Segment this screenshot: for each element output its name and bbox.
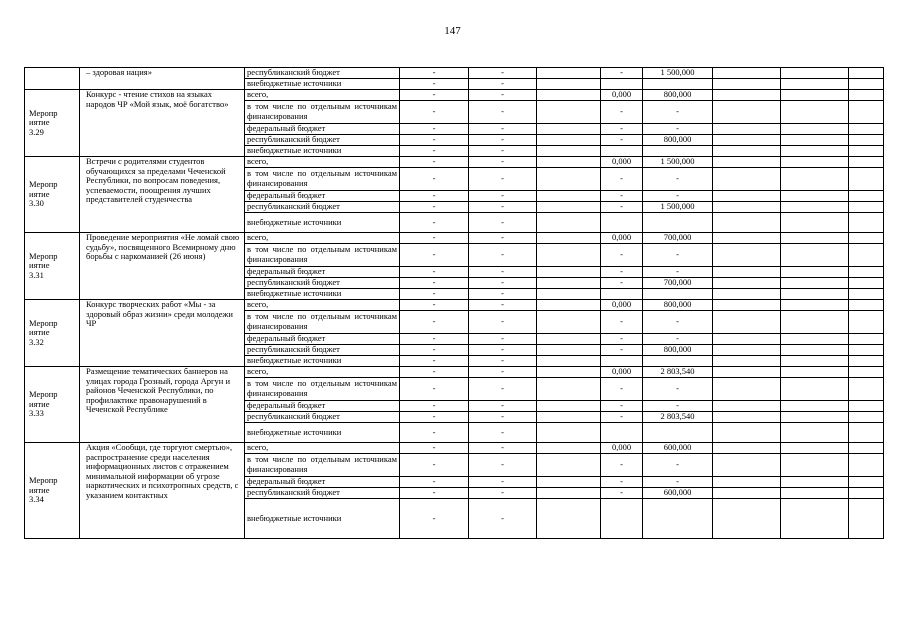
source-label: республиканский бюджет xyxy=(245,278,400,289)
measure-description: – здоровая нация» xyxy=(80,68,245,90)
table-row: в том числе по отдельным источникам финансирования - - - - xyxy=(25,454,884,477)
source-label: республиканский бюджет xyxy=(245,345,400,356)
table-row: федеральный бюджет - - - - xyxy=(25,401,884,412)
measure-description: Конкурс творческих работ «Мы - за здоровый образ жизни» среди молодежи ЧР xyxy=(80,300,245,367)
measure-label: Меропр иятие 3.34 xyxy=(25,443,80,539)
amount: 800,000 xyxy=(643,90,713,101)
source-label: внебюджетные источники xyxy=(245,356,400,367)
measure-description: Размещение тематических баннеров на улицах города Грозный, города Аргун и районов Чеченской Республики, по профилактике правонарушений в Чеченской Республике xyxy=(80,367,245,443)
amount: 0,000 xyxy=(601,233,643,244)
table-row: в том числе по отдельным источникам финансирования - - - - xyxy=(25,311,884,334)
source-label: всего, xyxy=(245,300,400,311)
table-row: в том числе по отдельным источникам финансирования - - - - xyxy=(25,244,884,267)
table-row: внебюджетные источники - - xyxy=(25,146,884,157)
measure-label: Меропр иятие 3.31 xyxy=(25,233,80,300)
measure-description: Акция «Сообщи, где торгуют смертью», распространение среди населения информационных листов с отражением минимальной информации об угрозе наркотических и психотропных средств, с указанием контактных xyxy=(80,443,245,539)
source-label: внебюджетные источники xyxy=(245,289,400,300)
amount: 0,000 xyxy=(601,90,643,101)
amount: 600,000 xyxy=(643,488,713,499)
source-label: в том числе по отдельным источникам финансирования xyxy=(245,311,400,334)
source-label: всего, xyxy=(245,233,400,244)
source-label: в том числе по отдельным источникам финансирования xyxy=(245,454,400,477)
amount: 700,000 xyxy=(643,278,713,289)
source-label: федеральный бюджет xyxy=(245,401,400,412)
table-row: Меропр иятие 3.31 Проведение мероприятия «Не ломай свою судьбу», посвященного Всемирному дню борьбы с наркоманией (26 июня) всего, - - 0,000 700,000 xyxy=(25,233,884,244)
table-row: внебюджетные источники - - xyxy=(25,213,884,233)
source-label: внебюджетные источники xyxy=(245,146,400,157)
table-row: республиканский бюджет - - - 800,000 xyxy=(25,135,884,146)
measure-description: Конкурс - чтение стихов на языках народов ЧР «Мой язык, моё богатство» xyxy=(80,90,245,157)
measure-description: Встречи с родителями студентов обучающихся за пределами Чеченской Республики, по вопросам поведения, успеваемости, поощрения лучших представителей студенчества xyxy=(80,157,245,233)
source-label: республиканский бюджет xyxy=(245,412,400,423)
amount: 1 500,000 xyxy=(643,202,713,213)
table-row: республиканский бюджет - - - 700,000 xyxy=(25,278,884,289)
source-label: внебюджетные источники xyxy=(245,213,400,233)
table-row: федеральный бюджет - - - - xyxy=(25,124,884,135)
amount: 2 803,540 xyxy=(643,367,713,378)
table-row: федеральный бюджет - - - - xyxy=(25,334,884,345)
source-label: республиканский бюджет xyxy=(245,202,400,213)
table-row: внебюджетные источники - - xyxy=(25,356,884,367)
amount: 1 500,000 xyxy=(643,157,713,168)
table-row: внебюджетные источники - - xyxy=(25,79,884,90)
table-row: республиканский бюджет - - - 2 803,540 xyxy=(25,412,884,423)
table-row: внебюджетные источники - - xyxy=(25,289,884,300)
amount: 0,000 xyxy=(601,157,643,168)
source-label: республиканский бюджет xyxy=(245,68,400,79)
table-row: республиканский бюджет - - - 1 500,000 xyxy=(25,202,884,213)
page-number: 147 xyxy=(444,25,461,37)
amount: 0,000 xyxy=(601,367,643,378)
source-label: внебюджетные источники xyxy=(245,499,400,539)
source-label: в том числе по отдельным источникам финансирования xyxy=(245,168,400,191)
source-label: федеральный бюджет xyxy=(245,124,400,135)
source-label: в том числе по отдельным источникам финансирования xyxy=(245,244,400,267)
table-row: республиканский бюджет - - - 600,000 xyxy=(25,488,884,499)
source-label: федеральный бюджет xyxy=(245,267,400,278)
table-row: республиканский бюджет - - - 800,000 xyxy=(25,345,884,356)
table-row: Меропр иятие 3.29 Конкурс - чтение стихов на языках народов ЧР «Мой язык, моё богатство» всего, - - 0,000 800,000 xyxy=(25,90,884,101)
table-row: федеральный бюджет - - - - xyxy=(25,477,884,488)
source-label: всего, xyxy=(245,157,400,168)
table-row: в том числе по отдельным источникам финансирования - - - - xyxy=(25,378,884,401)
amount: 800,000 xyxy=(643,300,713,311)
amount: 600,000 xyxy=(643,443,713,454)
table-row: Меропр иятие 3.34 Акция «Сообщи, где торгуют смертью», распространение среди населения информационных листов с отражением минимальной информации об угрозе наркотических и психотропных средств, с указанием контактных всего, - - 0,000 600,000 xyxy=(25,443,884,454)
amount: 2 803,540 xyxy=(643,412,713,423)
funding-table xyxy=(24,67,884,539)
source-label: в том числе по отдельным источникам финансирования xyxy=(245,101,400,124)
table-row: внебюджетные источники - - xyxy=(25,499,884,539)
source-label: всего, xyxy=(245,443,400,454)
source-label: внебюджетные источники xyxy=(245,79,400,90)
table-row: федеральный бюджет - - - - xyxy=(25,191,884,202)
amount: 800,000 xyxy=(643,345,713,356)
source-label: внебюджетные источники xyxy=(245,423,400,443)
source-label: всего, xyxy=(245,90,400,101)
table-row: Меропр иятие 3.33 Размещение тематических баннеров на улицах города Грозный, города Аргун и районов Чеченской Республики, по профилактике правонарушений в Чеченской Республике всего, - - 0,000 2 803,540 xyxy=(25,367,884,378)
amount: 0,000 xyxy=(601,300,643,311)
measure-label: Меропр иятие 3.33 xyxy=(25,367,80,443)
source-label: в том числе по отдельным источникам финансирования xyxy=(245,378,400,401)
table-row: Меропр иятие 3.30 Встречи с родителями студентов обучающихся за пределами Чеченской Республики, по вопросам поведения, успеваемости, поощрения лучших представителей студенчества всего, - - 0,000 1 500,000 xyxy=(25,157,884,168)
measure-label: Меропр иятие 3.29 xyxy=(25,90,80,157)
table-row: – здоровая нация» республиканский бюджет - - - 1 500,000 xyxy=(25,68,884,79)
source-label: республиканский бюджет xyxy=(245,135,400,146)
table-row: Меропр иятие 3.32 Конкурс творческих работ «Мы - за здоровый образ жизни» среди молодежи ЧР всего, - - 0,000 800,000 xyxy=(25,300,884,311)
measure-label: Меропр иятие 3.30 xyxy=(25,157,80,233)
measure-label: Меропр иятие 3.32 xyxy=(25,300,80,367)
source-label: федеральный бюджет xyxy=(245,477,400,488)
table-row: в том числе по отдельным источникам финансирования - - - - xyxy=(25,101,884,124)
amount: 800,000 xyxy=(643,135,713,146)
table-row: внебюджетные источники - - xyxy=(25,423,884,443)
source-label: всего, xyxy=(245,367,400,378)
source-label: федеральный бюджет xyxy=(245,334,400,345)
amount: 0,000 xyxy=(601,443,643,454)
measure-description: Проведение мероприятия «Не ломай свою судьбу», посвященного Всемирному дню борьбы с наркоманией (26 июня) xyxy=(80,233,245,300)
amount: 1 500,000 xyxy=(643,68,713,79)
source-label: республиканский бюджет xyxy=(245,488,400,499)
table-row: в том числе по отдельным источникам финансирования - - - - xyxy=(25,168,884,191)
table-row: федеральный бюджет - - - - xyxy=(25,267,884,278)
amount: 700,000 xyxy=(643,233,713,244)
source-label: федеральный бюджет xyxy=(245,191,400,202)
